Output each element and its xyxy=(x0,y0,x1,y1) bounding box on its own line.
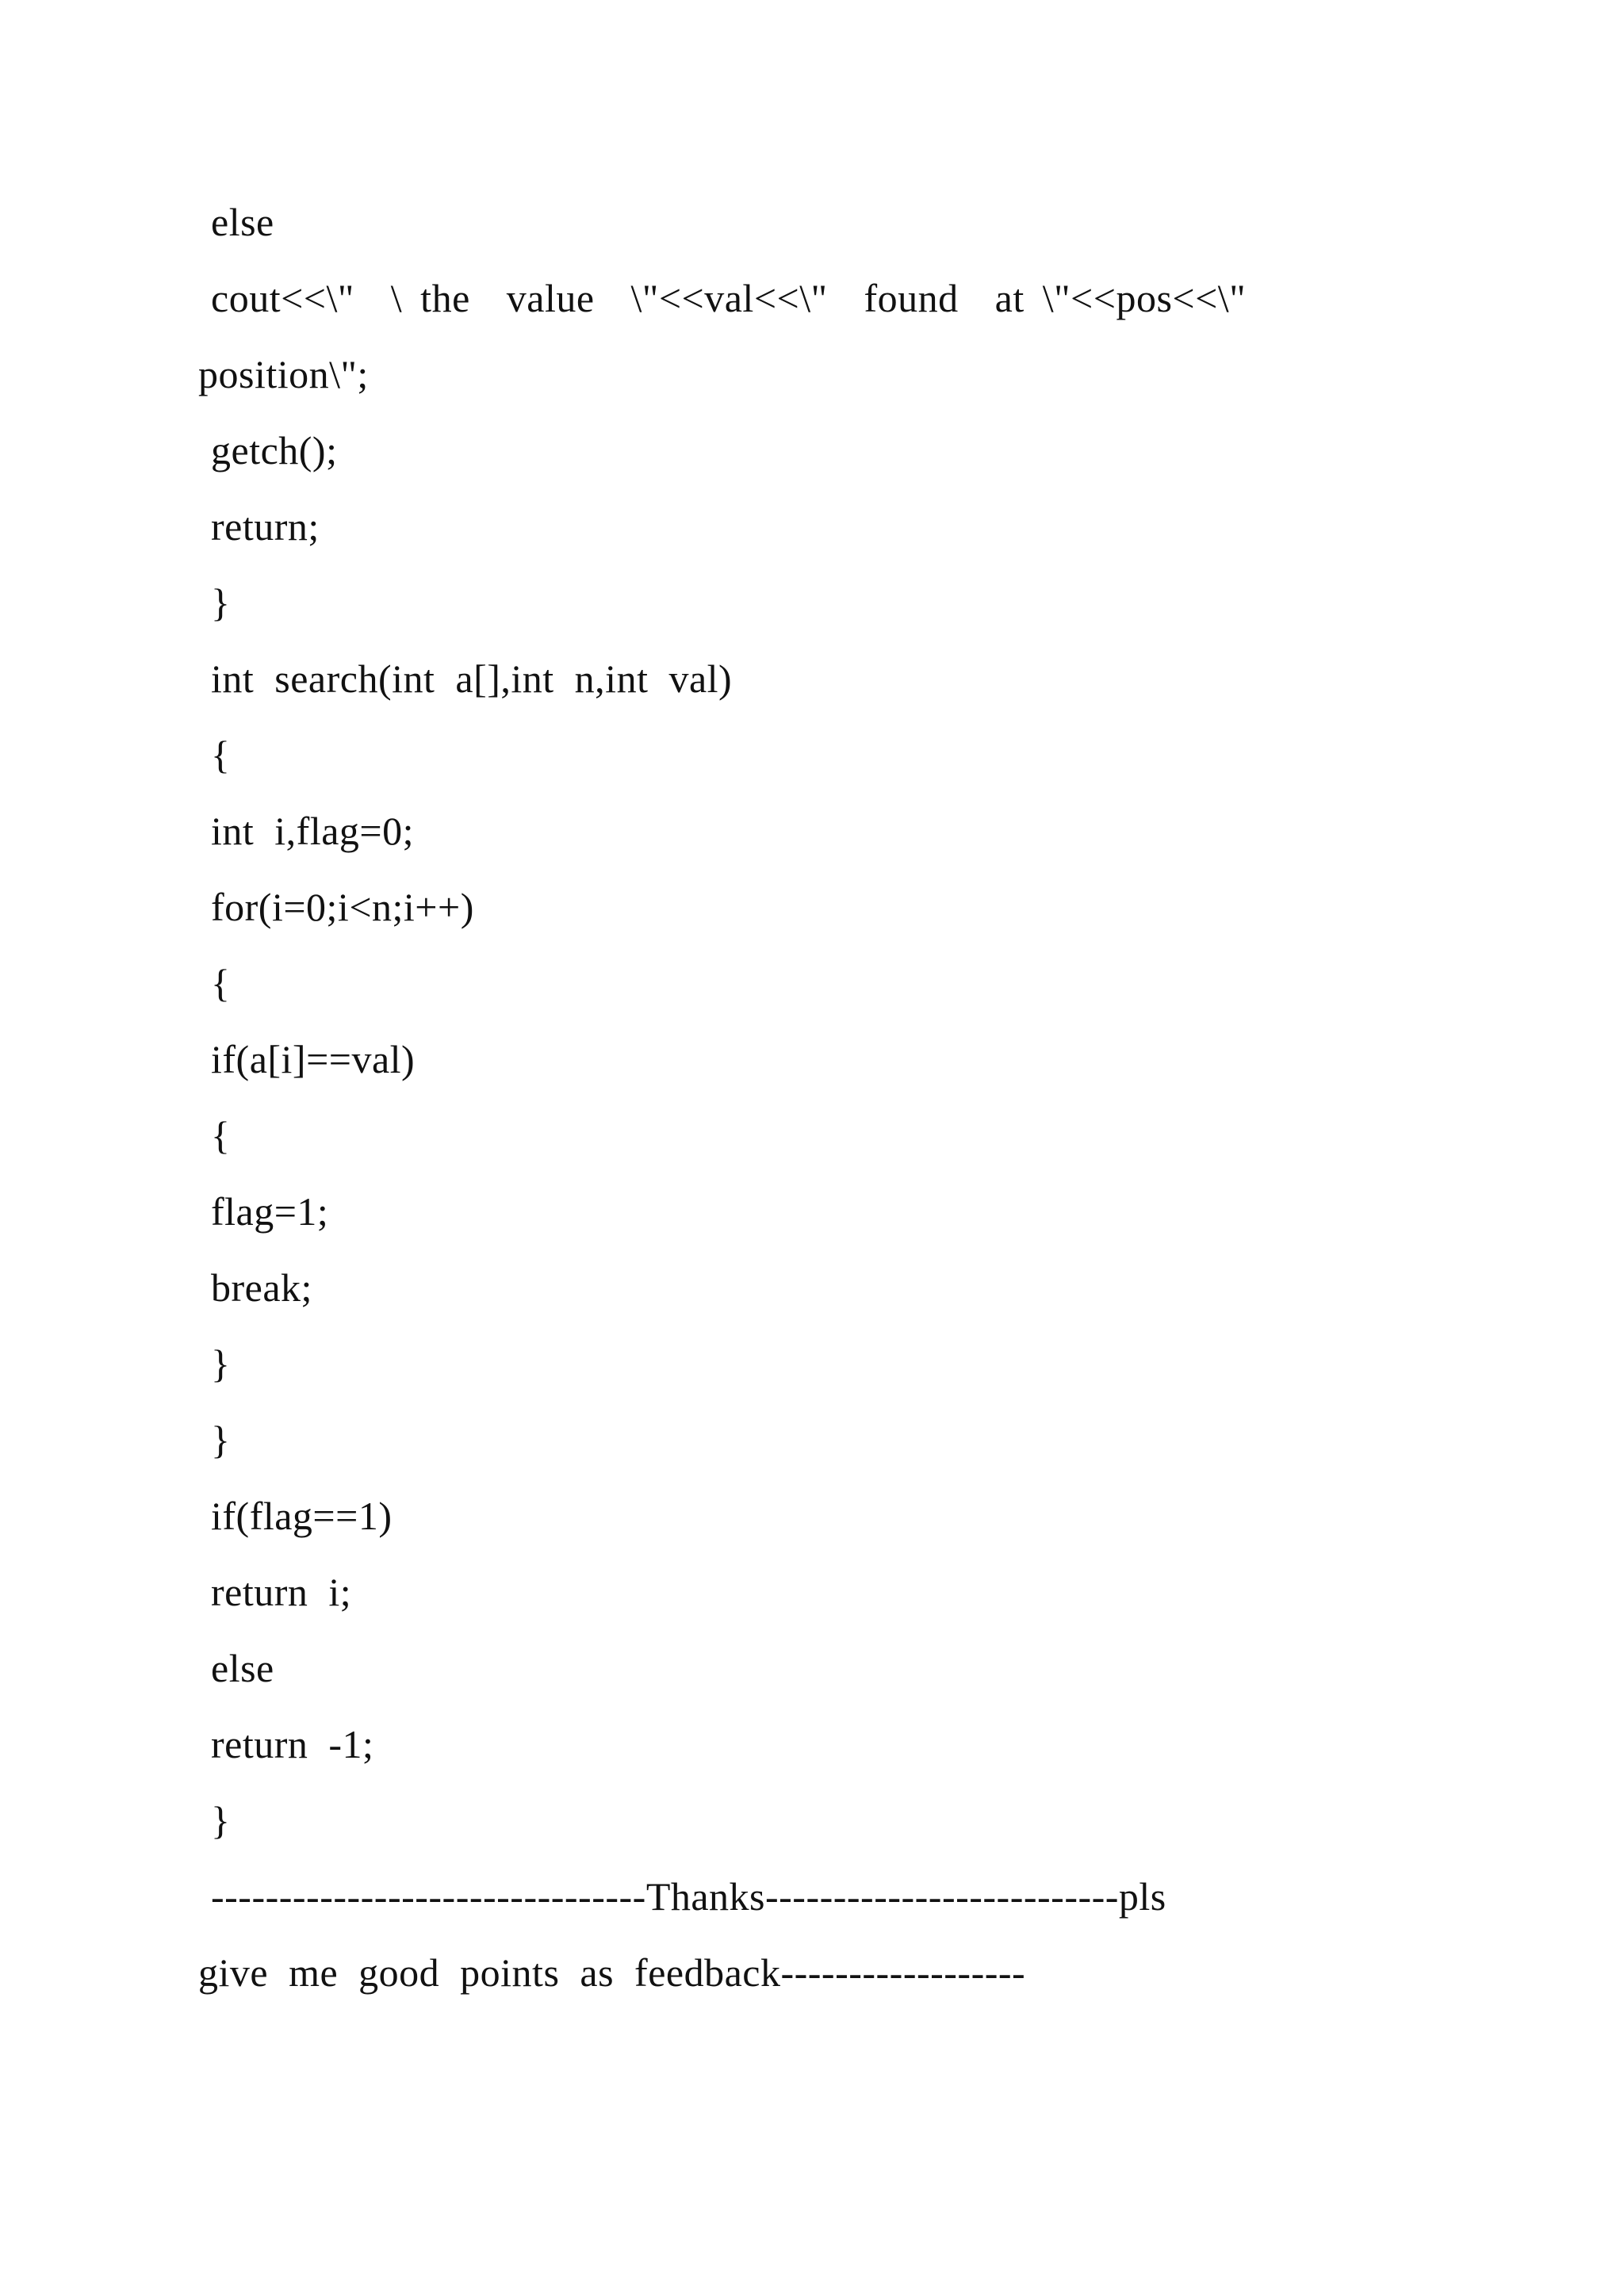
code-line: int search(int a[],int n,int val) xyxy=(211,656,733,701)
code-line: { xyxy=(211,733,231,777)
code-line: } xyxy=(211,580,231,625)
code-line: return; xyxy=(211,504,320,549)
code-line: position\"; xyxy=(198,352,369,396)
code-line: } xyxy=(211,1341,231,1386)
code-line: if(flag==1) xyxy=(211,1494,393,1538)
code-line: { xyxy=(211,961,231,1005)
code-line: flag=1; xyxy=(211,1189,329,1234)
code-line: cout<<\" \ the value \"<<val<<\" found at \"<<pos<<\" xyxy=(211,276,1247,320)
code-line: return i; xyxy=(211,1570,352,1614)
thanks-line: --------------------------------Thanks--------------------------pls xyxy=(211,1874,1166,1919)
code-line: break; xyxy=(211,1265,312,1310)
code-line: getch(); xyxy=(211,428,338,473)
code-line: else xyxy=(211,200,274,244)
feedback-line: give me good points as feedback------------------ xyxy=(198,1950,1026,1995)
code-line: { xyxy=(211,1113,231,1158)
code-line: return -1; xyxy=(211,1722,374,1766)
code-line: else xyxy=(211,1646,274,1690)
code-line: int i,flag=0; xyxy=(211,809,414,853)
code-line: if(a[i]==val) xyxy=(211,1037,416,1081)
code-listing xyxy=(0,197,1624,2023)
code-line: } xyxy=(211,1798,231,1843)
code-line: } xyxy=(211,1418,231,1462)
code-line: for(i=0;i<n;i++) xyxy=(211,885,474,929)
